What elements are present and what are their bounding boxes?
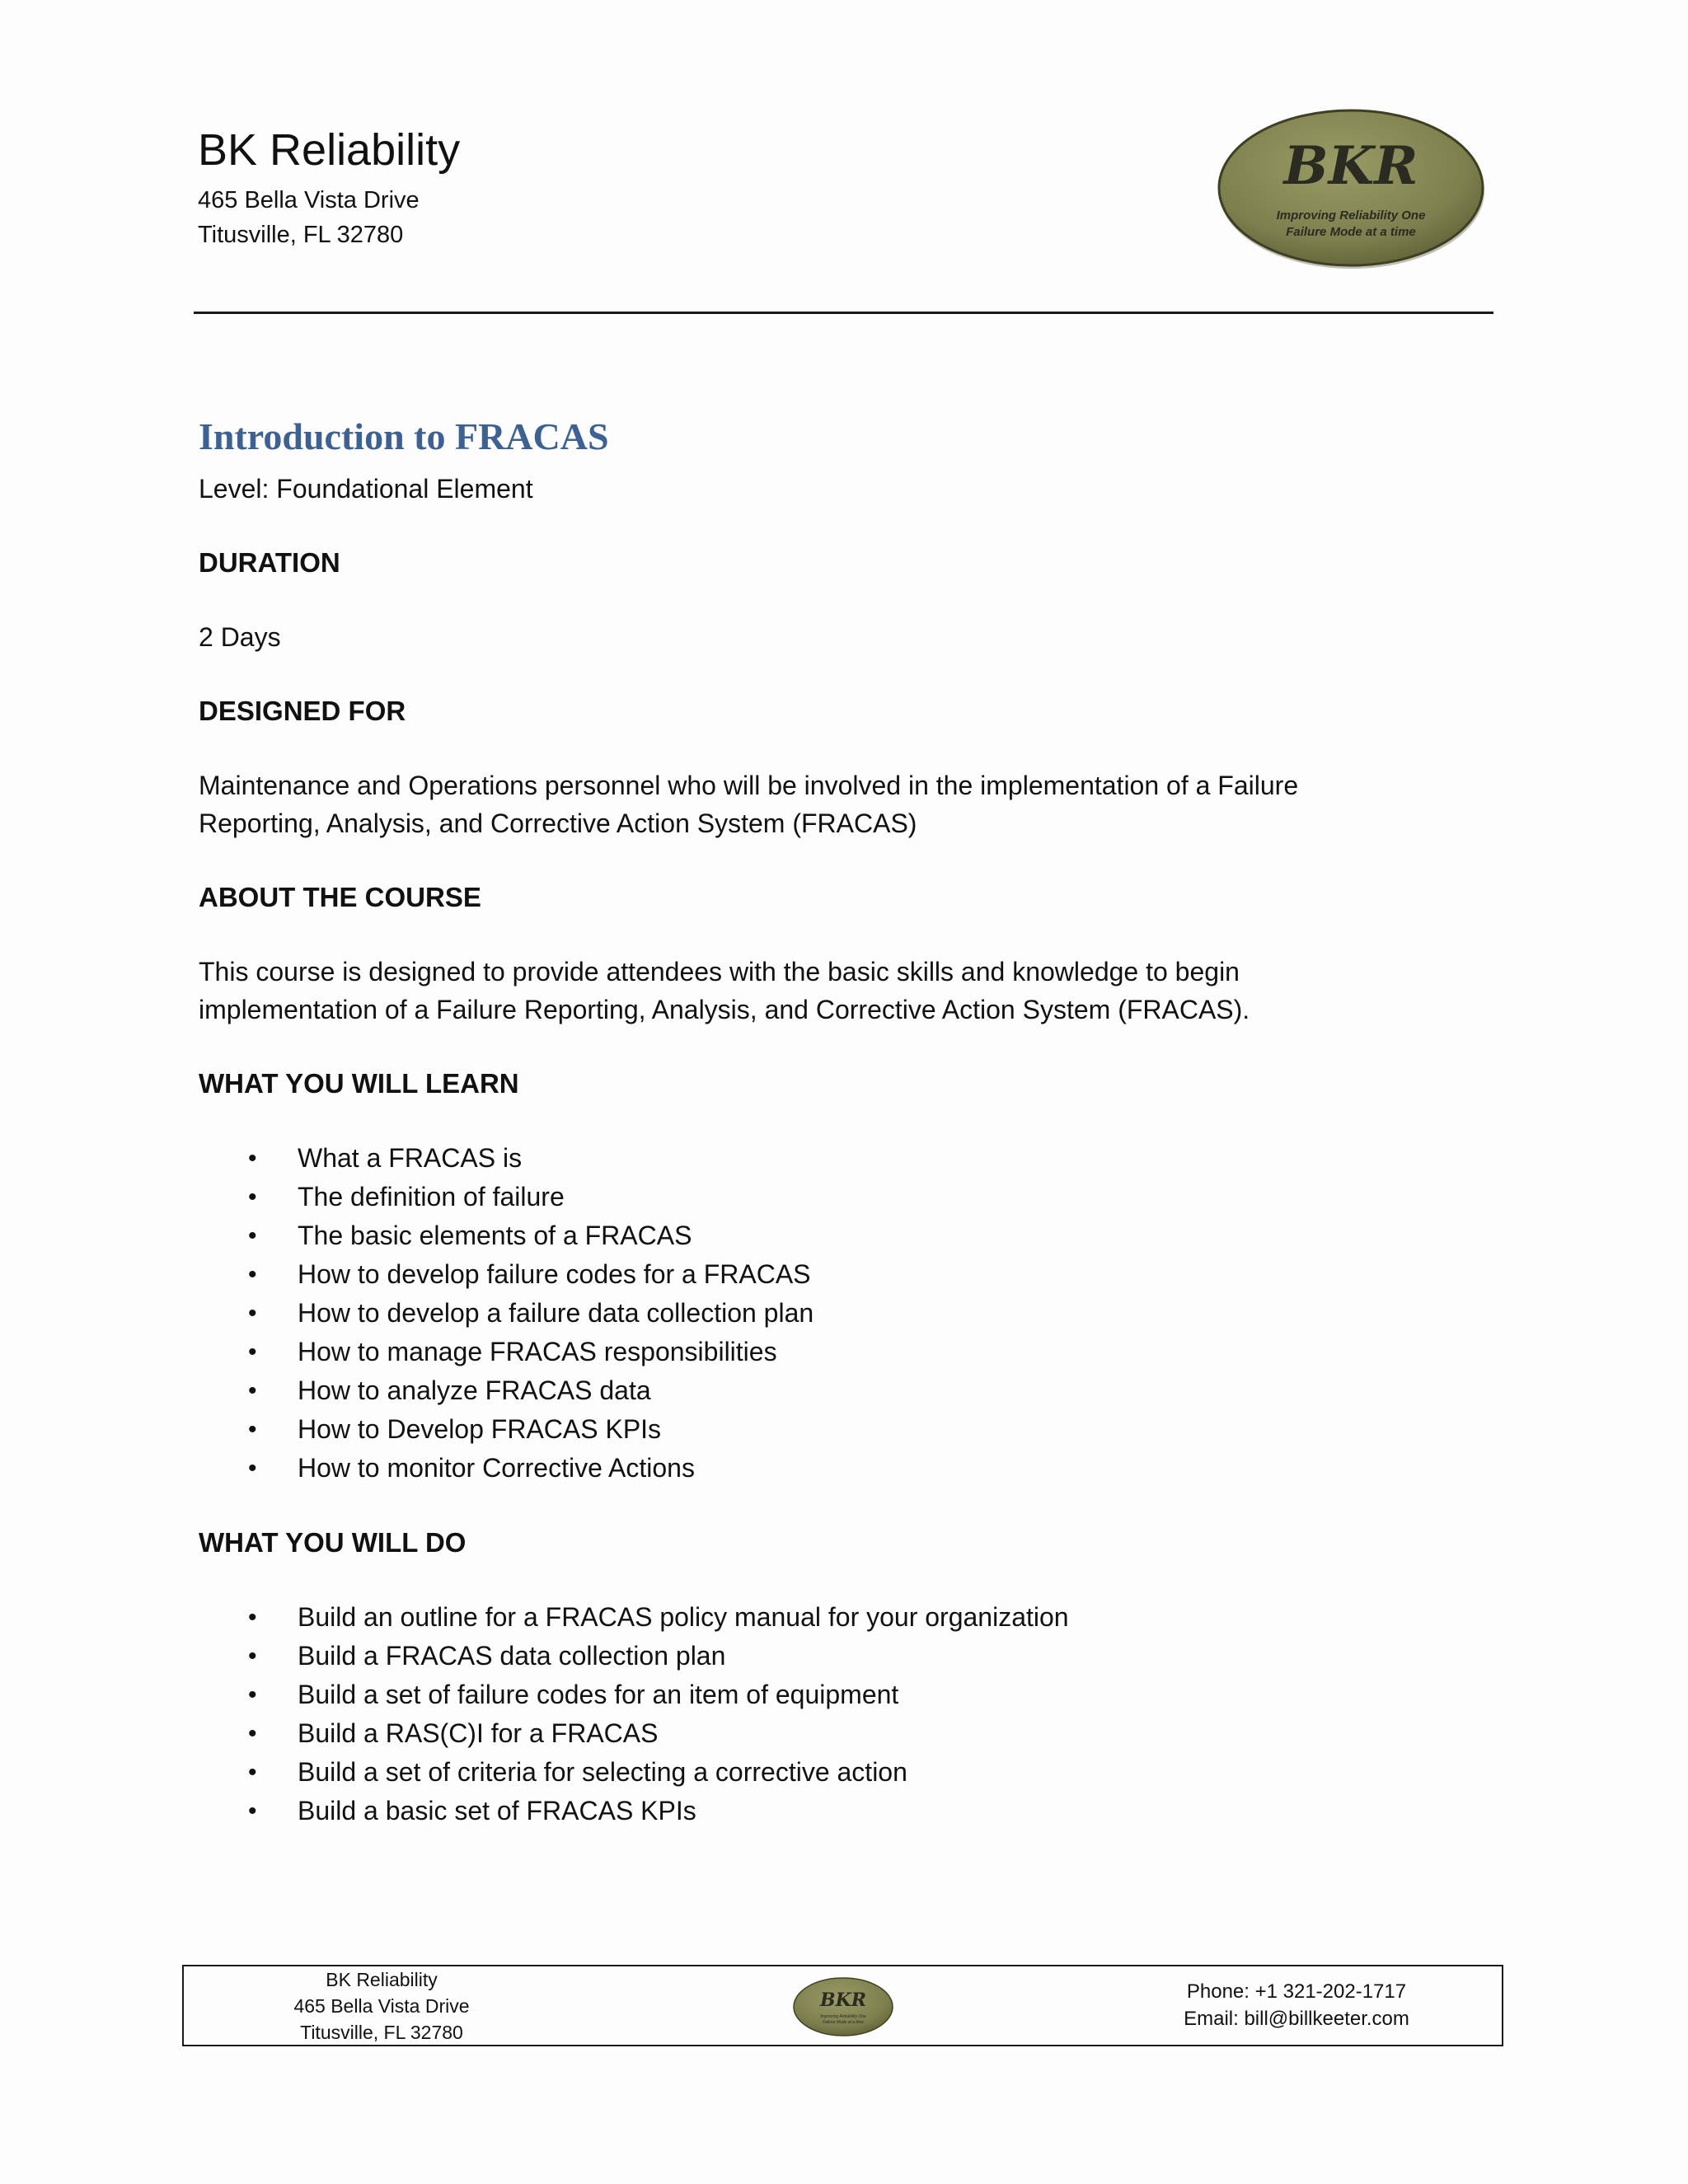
list-item	[199, 1598, 1517, 1637]
header-address	[198, 183, 420, 252]
footer-phone: Phone: +1 321-202-1717	[1186, 1980, 1407, 2003]
list-item	[199, 1792, 1517, 1830]
list-item-text: How to Develop FRACAS KPIs	[298, 1414, 662, 1444]
document-title: Introduction to FRACAS	[199, 415, 609, 457]
list-item-text: What a FRACAS is	[298, 1143, 523, 1173]
list-item	[199, 1637, 1517, 1675]
header-company-name: BK Reliability	[198, 125, 461, 175]
about-text: This course is designed to provide attendees with the basic skills and knowledge to begin implementation of a Failure Reporting, Analysis, and Corrective Action System (FRACAS).	[199, 957, 1250, 1024]
logo-text: BKR	[1283, 135, 1418, 197]
bullet-icon: •	[248, 1377, 257, 1404]
bullet-icon: •	[248, 1300, 257, 1327]
list-item-text: The definition of failure	[298, 1182, 565, 1212]
footer-bkr-logo-icon	[792, 1976, 894, 2037]
footer-email: Email: bill@billkeeter.com	[1184, 2008, 1409, 2030]
list-item-text: Build a basic set of FRACAS KPIs	[298, 1796, 696, 1825]
list-item	[199, 1753, 1517, 1792]
list-item-text: How to monitor Corrective Actions	[298, 1453, 695, 1483]
bullet-icon: •	[248, 1455, 257, 1482]
list-item-text: How to analyze FRACAS data	[298, 1376, 651, 1405]
list-item	[199, 1410, 1517, 1449]
list-item	[199, 1255, 1517, 1294]
bullet-icon: •	[248, 1797, 257, 1825]
bullet-icon: •	[248, 1604, 257, 1631]
list-item	[199, 1714, 1517, 1753]
list-item	[199, 1294, 1517, 1333]
document-body	[199, 412, 1517, 1830]
bullet-icon: •	[248, 1338, 257, 1366]
bullet-icon: •	[248, 1681, 257, 1708]
bullet-icon: •	[248, 1643, 257, 1670]
header-divider	[194, 312, 1493, 314]
footer	[182, 1965, 1503, 2046]
logo-tagline-line2: Failure Mode at a time	[1286, 225, 1416, 239]
footer-contact-block	[1132, 1978, 1461, 2032]
footer-address-line2: Titusville, FL 32780	[300, 2022, 463, 2043]
list-item-text: Build a FRACAS data collection plan	[298, 1641, 726, 1671]
learn-list	[199, 1139, 1517, 1488]
designed-for-text: Maintenance and Operations personnel who will be involved in the implementation of a Failure Reporting, Analysis, and Corrective Action System (FRACAS)	[199, 771, 1299, 838]
bullet-icon: •	[248, 1759, 257, 1786]
do-list	[199, 1598, 1517, 1830]
list-item	[199, 1216, 1517, 1255]
bullet-icon: •	[248, 1145, 257, 1172]
list-item	[199, 1139, 1517, 1178]
bullet-icon: •	[248, 1183, 257, 1211]
duration-heading: DURATION	[199, 547, 340, 578]
learn-heading: WHAT YOU WILL LEARN	[199, 1068, 519, 1099]
list-item	[199, 1675, 1517, 1714]
logo-tagline-line1: Improving Reliability One	[1276, 209, 1426, 223]
bullet-icon: •	[248, 1416, 257, 1443]
list-item	[199, 1178, 1517, 1216]
list-item-text: How to develop failure codes for a FRACAS	[298, 1259, 811, 1289]
bullet-icon: •	[248, 1222, 257, 1249]
bullet-icon: •	[248, 1720, 257, 1747]
list-item-text: Build a set of failure codes for an item of equipment	[298, 1680, 899, 1709]
footer-company-name: BK Reliability	[326, 1969, 438, 1990]
footer-address-block	[274, 1966, 489, 2046]
bullet-icon: •	[248, 1261, 257, 1288]
document-level: Level: Foundational Element	[199, 474, 533, 504]
duration-text: 2 Days	[199, 622, 281, 652]
bkr-logo-icon	[1216, 105, 1486, 270]
footer-logo-tagline-line2: Failure Mode at a time	[823, 2020, 864, 2025]
list-item-text: The basic elements of a FRACAS	[298, 1221, 692, 1250]
list-item-text: How to develop a failure data collection plan	[298, 1298, 814, 1328]
list-item-text: How to manage FRACAS responsibilities	[298, 1337, 777, 1366]
list-item	[199, 1449, 1517, 1488]
list-item-text: Build a RAS(C)I for a FRACAS	[298, 1718, 659, 1748]
footer-logo-tagline-line1: Improving Reliability One	[820, 2014, 866, 2019]
list-item	[199, 1371, 1517, 1410]
designed-for-heading: DESIGNED FOR	[199, 696, 406, 726]
header-address-line1: 465 Bella Vista Drive	[198, 187, 420, 213]
header-address-line2: Titusville, FL 32780	[198, 222, 404, 248]
list-item	[199, 1333, 1517, 1371]
footer-logo-text: BKR	[820, 1990, 866, 2011]
do-heading: WHAT YOU WILL DO	[199, 1527, 467, 1558]
about-heading: ABOUT THE COURSE	[199, 882, 481, 912]
list-item-text: Build an outline for a FRACAS policy manual for your organization	[298, 1602, 1069, 1632]
list-item-text: Build a set of criteria for selecting a corrective action	[298, 1757, 907, 1787]
footer-address-line1: 465 Bella Vista Drive	[293, 1995, 470, 2017]
